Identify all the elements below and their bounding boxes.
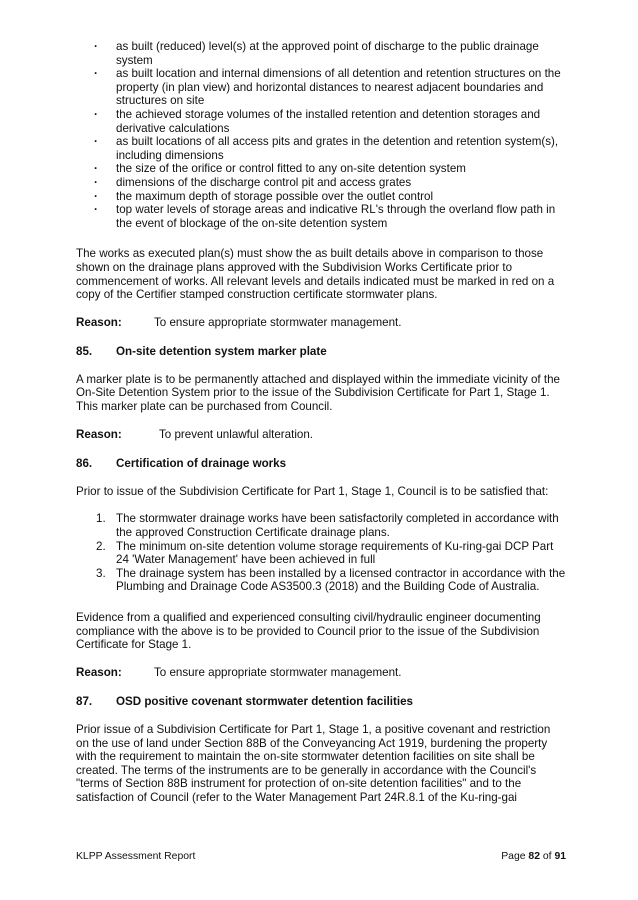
section-87-body: Prior issue of a Subdivision Certificate for Part 1, Stage 1, a positive covenant and restriction on the use of land under Section 88B of the Conveyancing Act 1919, burdening the property with the requirement to maintain the on-site stormwater detention facilities on site shall be created. The terms of the instruments are to be generally in accordance with the Council's "terms of Section 88B instrument for protection of on-site detention facilities" and to the satisfaction of Council (refer to the Water Management Part 24R.8.1 of the Ku-ring-gai [76, 722, 551, 804]
section-heading-86 [76, 457, 566, 471]
list-item: · as built (reduced) level(s) at the approved point of discharge to the public drainage system [76, 40, 566, 67]
reason-row [76, 316, 566, 330]
section-title: Certification of drainage works [116, 457, 287, 471]
reason-text: To ensure appropriate stormwater management. [154, 315, 402, 329]
section-title: On-site detention system marker plate [116, 345, 327, 359]
footer-report-name: KLPP Assessment Report [76, 851, 196, 862]
works-as-executed-list [76, 40, 566, 230]
list-item: · the achieved storage volumes of the installed retention and detention storages and derivative calculations [76, 108, 566, 135]
item-text: The stormwater drainage works have been satisfactorily completed in accordance with the approved Construction Certificate drainage plans. [116, 512, 559, 540]
list-item [76, 540, 566, 567]
reason-label: Reason: [76, 665, 122, 679]
item-number: 1. [96, 512, 106, 526]
page-word: Page [501, 851, 526, 862]
page-current: 82 [528, 851, 540, 862]
list-item: · as built location and internal dimensions of all detention and retention structures on the property (in plan view) and horizontal distances to nearest adjacent boundaries and structures on site [76, 67, 566, 108]
reason-row [76, 428, 566, 442]
reason-text: To prevent unlawful alteration. [159, 427, 314, 441]
list-item: · dimensions of the discharge control pit and access grates [76, 176, 566, 190]
item-number: 3. [96, 566, 106, 580]
section-86-evidence: Evidence from a qualified and experienced consulting civil/hydraulic engineer documenting compliance with the above is to be provided to Council prior to the issue of the Subdivision Certificate for Stage 1. [76, 611, 541, 652]
list-item: · the maximum depth of storage possible over the outlet control [76, 190, 566, 204]
list-item: · the size of the orifice or control fitted to any on-site detention system [76, 162, 566, 176]
page-footer [76, 850, 566, 864]
section-85-body: A marker plate is to be permanently attached and displayed within the immediate vicinity of the On-Site Detention System prior to the issue of the Subdivision Certificate for Part 1, Stage 1. This marker plate can be purchased from Council. [76, 372, 560, 414]
section-heading-87 [76, 695, 566, 709]
section-title: OSD positive covenant stormwater detention facilities [116, 695, 413, 709]
reason-row [76, 666, 566, 680]
reason-label: Reason: [76, 427, 122, 441]
list-item: · as built locations of all access pits and grates in the detention and retention system(s), including dimensions [76, 135, 566, 162]
document-page [76, 40, 566, 805]
page-total: 91 [554, 851, 566, 862]
certification-list [76, 512, 566, 594]
of-word: of [542, 851, 552, 862]
list-item [76, 512, 566, 539]
item-number: 2. [96, 539, 106, 553]
section-number: 85. [76, 345, 93, 359]
list-item: · top water levels of storage areas and indicative RL's through the overland flow path in the event of blockage of the on-site detention system [76, 203, 566, 230]
section-heading-85 [76, 345, 566, 359]
footer-page-number [501, 850, 566, 864]
reason-label: Reason: [76, 315, 122, 329]
section-86-intro: Prior to issue of the Subdivision Certificate for Part 1, Stage 1, Council is to be satisfied that: [76, 484, 549, 498]
item-text: The minimum on-site detention volume storage requirements of Ku-ring-gai DCP Part 24 'Water Management' have been achieved in full [116, 539, 554, 567]
reason-text: To ensure appropriate stormwater management. [154, 665, 402, 679]
section-number: 87. [76, 695, 93, 709]
section-number: 86. [76, 457, 93, 471]
item-text: The drainage system has been installed by a licensed contractor in accordance with the Plumbing and Drainage Code AS3500.3 (2018) and the Building Code of Australia. [116, 566, 566, 594]
list-item [76, 567, 566, 594]
works-paragraph: The works as executed plan(s) must show the as built details above in comparison to those shown on the drainage plans approved with the Subdivision Works Certificate prior to commencement of works. All relevant levels and details indicated must be marked in red on a copy of the Certifier stamped construction certificate stormwater plans. [76, 247, 555, 302]
